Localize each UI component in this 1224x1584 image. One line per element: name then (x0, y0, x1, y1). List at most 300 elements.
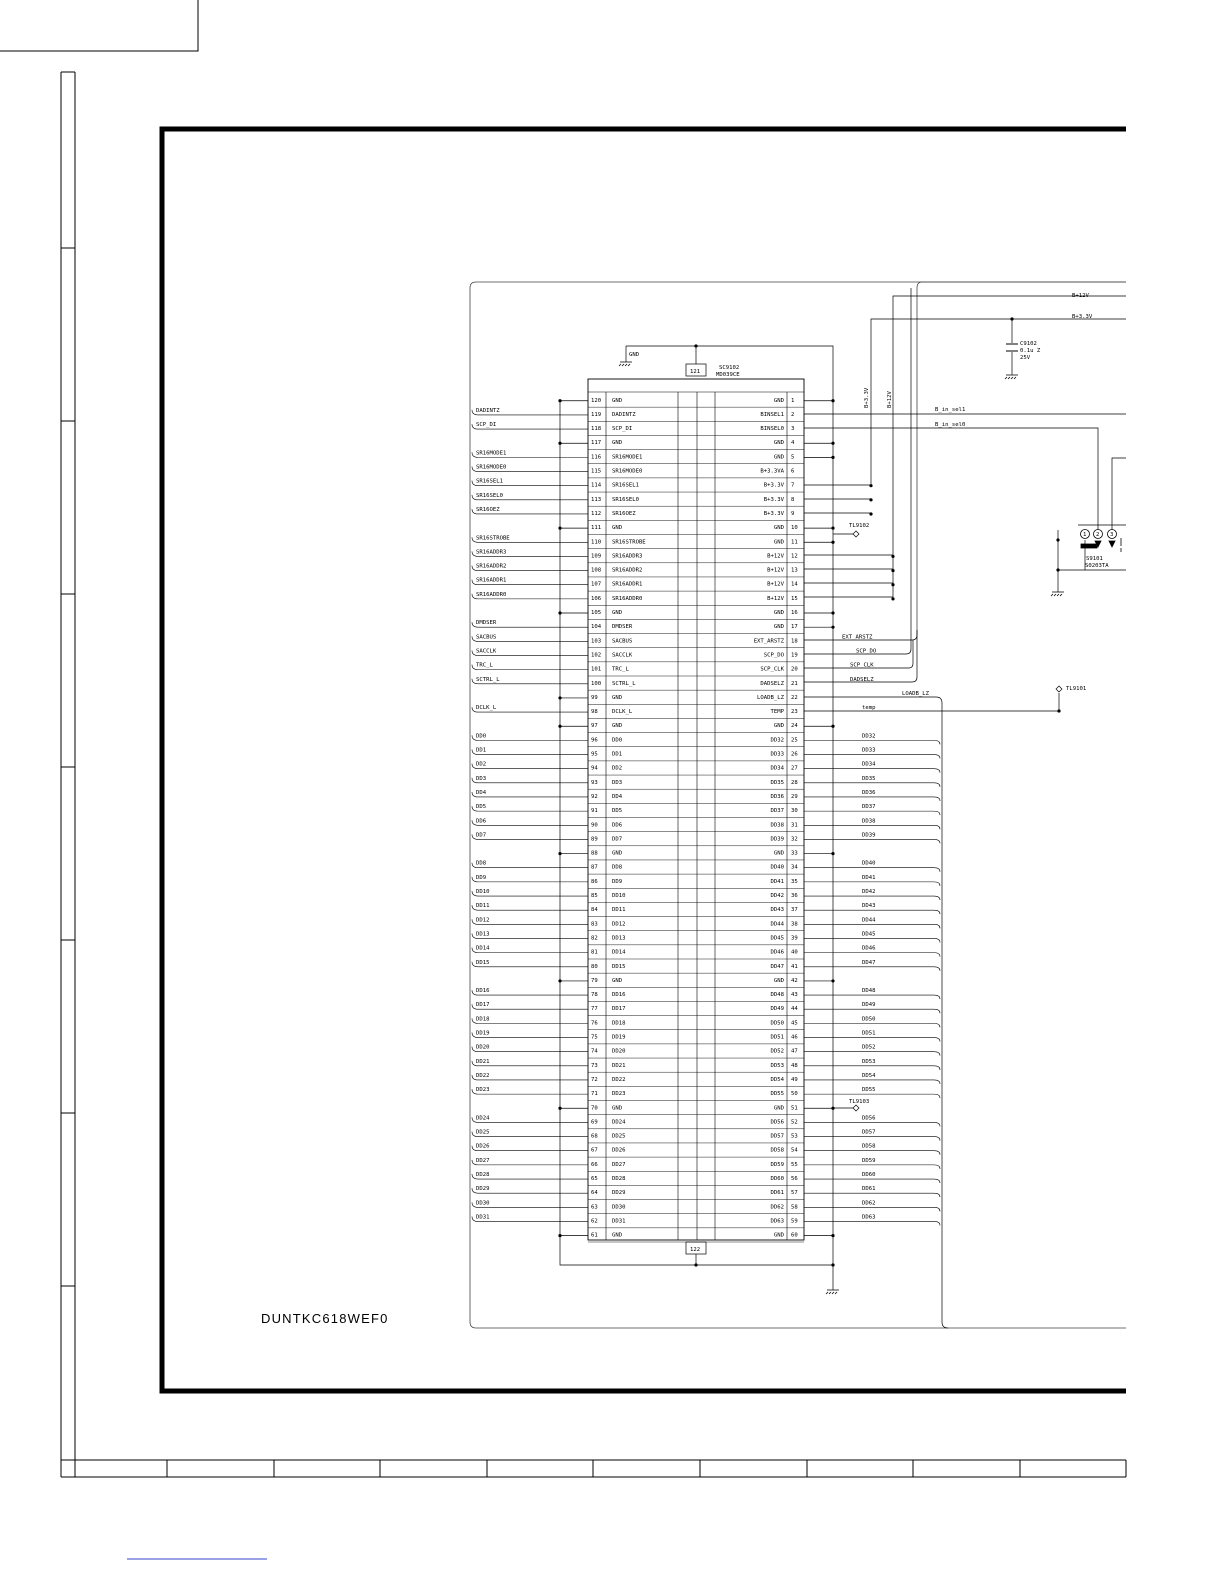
left-net-label: DD4 (476, 789, 487, 796)
pin-number-left: 70 (591, 1105, 598, 1112)
right-net-wire (804, 910, 940, 914)
pin-number-right: 56 (791, 1176, 798, 1183)
right-net-wire (804, 1221, 940, 1225)
pin-name-right: DD54 (770, 1076, 784, 1083)
pin-name-left: GND (612, 694, 623, 701)
pin-name-right: B+3.3V (763, 510, 784, 517)
right-net-wire (804, 882, 940, 886)
right-net-label: DD34 (862, 761, 876, 768)
pin-name-right: SCP_DO (763, 652, 784, 659)
junction-dot (831, 1263, 834, 1266)
pin-number-right: 1 (791, 397, 795, 404)
pin-number-left: 81 (591, 949, 598, 956)
right-net-wire (804, 953, 940, 957)
switch-ref: S9101 (1086, 556, 1103, 562)
pin-name-left: DD25 (612, 1133, 626, 1140)
pin-number-right: 3 (791, 426, 795, 433)
pin-number-right: 21 (791, 680, 798, 687)
right-net-label: DD50 (862, 1016, 876, 1023)
junction-dot (891, 569, 894, 572)
pin-name-left: DD16 (612, 992, 626, 999)
pin-number-left: 96 (591, 737, 598, 744)
pin-name-left: DD23 (612, 1091, 626, 1098)
pin-number-left: 65 (591, 1176, 598, 1183)
pin-name-right: DD57 (770, 1133, 784, 1140)
pin-number-left: 75 (591, 1034, 598, 1041)
pin-name-right: DD39 (770, 836, 784, 843)
test-point-tl9103: TL9103 (849, 1099, 870, 1105)
left-net-label: DD18 (476, 1016, 490, 1023)
left-net-label: DD24 (476, 1115, 490, 1122)
rail-b33v: B+3.3V (1072, 314, 1093, 320)
right-net-wire (804, 783, 940, 787)
junction-dot (831, 852, 834, 855)
pin-number-right: 23 (791, 709, 798, 716)
pin-name-right: GND (773, 850, 784, 857)
junction-dot (1057, 709, 1060, 712)
right-net-label: DD45 (862, 931, 876, 938)
left-net-wire (472, 860, 588, 868)
pin-number-left: 80 (591, 963, 598, 970)
pin-number-right: 33 (791, 850, 798, 857)
right-net-label: DD32 (862, 733, 876, 740)
pin-number-right: 43 (791, 992, 798, 999)
pin-name-right: DD48 (770, 992, 784, 999)
pin-name-left: GND (612, 850, 623, 857)
right-net-label: DD56 (862, 1115, 876, 1122)
junction-dot (558, 696, 561, 699)
test-point-tl9101: TL9101 (1066, 686, 1087, 692)
pin-number-left: 94 (591, 765, 598, 772)
pin-number-right: 19 (791, 652, 798, 659)
pin-number-left: 68 (591, 1133, 598, 1140)
left-net-label: DD15 (476, 959, 490, 966)
pin-number-right: 2 (791, 411, 795, 418)
right-net-wire (804, 1080, 940, 1084)
pin-number-left: 87 (591, 864, 598, 871)
left-net-label: DD7 (476, 832, 487, 839)
pin-number-right: 27 (791, 765, 798, 772)
left-net-label: DD19 (476, 1030, 490, 1037)
capacitor-ref: C9102 (1020, 341, 1037, 347)
left-net-label: DD14 (476, 945, 490, 952)
pin-number-right: 5 (791, 454, 795, 461)
pin-number-left: 107 (591, 581, 602, 588)
pin-number-left: 71 (591, 1091, 598, 1098)
right-net-label: DD42 (862, 889, 876, 896)
left-net-label: DADINTZ (476, 407, 500, 414)
pin-name-left: SCP_DI (612, 426, 633, 433)
pin-name-right: DD45 (770, 935, 784, 942)
pin-name-left: DD27 (612, 1161, 626, 1168)
pin-name-right: GND (773, 1232, 784, 1239)
pin-number-left: 101 (591, 666, 602, 673)
right-net-label: DD36 (862, 789, 876, 796)
left-net-label: DCLK_L (476, 705, 497, 712)
right-net-wire (804, 896, 940, 900)
pin-number-left: 92 (591, 793, 598, 800)
pin-number-right: 57 (791, 1190, 798, 1197)
right-net-label: DD63 (862, 1214, 876, 1221)
pin-name-right: DD38 (770, 822, 784, 829)
pin-number-right: 15 (791, 595, 798, 602)
pin-number-left: 103 (591, 638, 602, 645)
pin-number-left: 97 (591, 723, 598, 730)
right-net-label: DD52 (862, 1044, 876, 1051)
pin-name-left: DD30 (612, 1204, 626, 1211)
pin-name-right: EXT_ARSTZ (753, 638, 784, 645)
junction-dot (694, 1263, 697, 1266)
left-net-label: DD29 (476, 1186, 490, 1193)
pin-number-left: 79 (591, 977, 598, 984)
pin-name-left: DD29 (612, 1190, 626, 1197)
left-net-label: DD17 (476, 1002, 490, 1009)
left-net-label: DD30 (476, 1200, 490, 1207)
pin-name-right: GND (773, 723, 784, 730)
right-net-label: DD37 (862, 804, 876, 811)
pin-name-left: DD21 (612, 1062, 626, 1069)
rail-vertical-b12v: B+12V (887, 391, 893, 408)
pin-name-left: GND (612, 610, 623, 617)
pin-name-right: DD41 (770, 878, 784, 885)
junction-dot (869, 484, 872, 487)
pin-name-right: DD60 (770, 1176, 784, 1183)
junction-dot (891, 583, 894, 586)
pin-number-right: 54 (791, 1147, 798, 1154)
pin-name-right: DD61 (770, 1190, 784, 1197)
switch-pin-2: 2 (1096, 532, 1100, 538)
capacitor-voltage: 25V (1020, 355, 1031, 361)
right-net-wire (804, 1122, 940, 1126)
pin-number-right: 14 (791, 581, 798, 588)
pin-number-left: 89 (591, 836, 598, 843)
pin-number-right: 50 (791, 1091, 798, 1098)
pin-name-right: DD51 (770, 1034, 784, 1041)
left-net-wire (472, 834, 588, 839)
pin-name-left: DD22 (612, 1076, 626, 1083)
pin-name-left: DD17 (612, 1006, 626, 1013)
pin-name-right: DD52 (770, 1048, 784, 1055)
pin-number-left: 67 (591, 1147, 598, 1154)
pin-name-right: DD58 (770, 1147, 784, 1154)
pin-number-right: 26 (791, 751, 798, 758)
junction-dot (558, 852, 561, 855)
left-net-label: DD2 (476, 761, 487, 768)
pin-name-left: DD19 (612, 1034, 626, 1041)
pin-name-left: DD24 (612, 1119, 626, 1126)
junction-dot (891, 555, 894, 558)
right-net-wire (804, 811, 940, 815)
right-net-wire (804, 1052, 940, 1056)
pin-number-right: 28 (791, 779, 798, 786)
pin-number-right: 20 (791, 666, 798, 673)
left-net-label: DD22 (476, 1072, 490, 1079)
right-net-wire (804, 797, 940, 801)
pin-number-left: 111 (591, 525, 602, 532)
pin-name-right: DD37 (770, 808, 784, 815)
junction-dot (558, 442, 561, 445)
left-net-label: SR16ADDR3 (476, 549, 507, 556)
pin-number-left: 104 (591, 624, 602, 631)
junction-dot (558, 1107, 561, 1110)
pin-number-right: 40 (791, 949, 798, 956)
pin-name-right: DD53 (770, 1062, 784, 1069)
right-net-wire (804, 1023, 940, 1027)
pin-number-left: 62 (591, 1218, 598, 1225)
pin-name-right: GND (773, 397, 784, 404)
junction-dot (831, 527, 834, 530)
junction-dot (831, 725, 834, 728)
left-net-label: SR16STROBE (476, 535, 510, 542)
pin-number-left: 108 (591, 567, 602, 574)
left-net-label: DD12 (476, 917, 490, 924)
left-net-label: SCP_DI (476, 422, 497, 429)
pin-name-left: DD18 (612, 1020, 626, 1027)
left-net-wire (472, 874, 588, 882)
pin-name-left: DD3 (612, 779, 623, 786)
left-net-label: SACBUS (476, 634, 497, 641)
right-net-wire (804, 868, 940, 872)
pin-name-left: DD11 (612, 907, 626, 914)
pin-name-right: DD59 (770, 1161, 784, 1168)
pin-name-left: DD0 (612, 737, 623, 744)
rail-vertical-b33v: B+3.3V (864, 387, 870, 408)
pin-number-left: 110 (591, 539, 602, 546)
pin-number-left: 85 (591, 893, 598, 900)
pin-number-right: 31 (791, 822, 798, 829)
pin-name-left: DD20 (612, 1048, 626, 1055)
right-net-wire (804, 1066, 940, 1070)
connector-part: MD039CE (716, 372, 740, 378)
pin-name-right: LOADB_LZ (757, 694, 784, 701)
pin-number-right: 7 (791, 482, 795, 489)
right-net-wire (804, 1165, 940, 1169)
pin-number-right: 60 (791, 1232, 798, 1239)
pin-name-left: DADINTZ (612, 411, 636, 418)
pin-number-right: 41 (791, 963, 798, 970)
pin-name-right: DD47 (770, 963, 784, 970)
left-net-label: SACCLK (476, 648, 497, 655)
left-net-label: DD31 (476, 1214, 490, 1221)
pin-number-left: 86 (591, 878, 598, 885)
pin-name-right: DD35 (770, 779, 784, 786)
junction-dot (558, 399, 561, 402)
right-net-label: DD54 (862, 1072, 876, 1079)
left-net-label: DD10 (476, 889, 490, 896)
pin-number-left: 119 (591, 411, 602, 418)
left-net-wire (472, 789, 588, 797)
pin-number-left: 95 (591, 751, 598, 758)
left-net-label: DD13 (476, 931, 490, 938)
right-net-wire (804, 740, 940, 744)
junction-dot (831, 399, 834, 402)
right-net-label: DD48 (862, 988, 876, 995)
pin-name-right: B+3.3V (763, 482, 784, 489)
right-net-label: EXT_ARSTZ (842, 634, 873, 641)
rail-b12v: B+12V (1072, 293, 1089, 299)
pin-name-left: SR16ADDR2 (612, 567, 643, 574)
pin-name-right: DD34 (770, 765, 784, 772)
left-net-label: DD23 (476, 1087, 490, 1094)
pin-number-left: 76 (591, 1020, 598, 1027)
pin-name-right: GND (773, 539, 784, 546)
right-net-label: DD57 (862, 1129, 876, 1136)
pin-name-left: SR16ADDR0 (612, 595, 643, 602)
pin-number-left: 113 (591, 496, 602, 503)
pin-number-right: 4 (791, 440, 795, 447)
pin-name-right: DD36 (770, 793, 784, 800)
left-net-label: DD25 (476, 1129, 490, 1136)
pin-number-right: 16 (791, 610, 798, 617)
right-net-label: SCP_CLK (850, 662, 874, 669)
junction-dot (831, 611, 834, 614)
pin-number-left: 114 (591, 482, 602, 489)
junction-dot (558, 527, 561, 530)
pin-name-left: DD14 (612, 949, 626, 956)
right-net-wire (804, 938, 940, 942)
left-net-label: DD26 (476, 1143, 490, 1150)
pin-name-right: B+12V (767, 581, 784, 588)
left-net-label: DD27 (476, 1157, 490, 1164)
pin-name-left: DD13 (612, 935, 626, 942)
right-net-label: DD44 (862, 917, 876, 924)
pin-number-right: 24 (791, 723, 798, 730)
pin-number-right: 49 (791, 1076, 798, 1083)
switch-s9101 (1078, 525, 1126, 552)
right-net-label: DD58 (862, 1143, 876, 1150)
left-net-label: DD21 (476, 1058, 490, 1065)
pin-name-left: DD9 (612, 878, 623, 885)
junction-dot (891, 597, 894, 600)
right-net-label: temp (862, 705, 876, 712)
left-net-label: SR16MODE1 (476, 450, 507, 457)
pin-name-right: GND (773, 610, 784, 617)
pin-number-right: 25 (791, 737, 798, 744)
pin-number-right: 52 (791, 1119, 798, 1126)
pin-name-left: DD2 (612, 765, 623, 772)
left-net-wire (472, 806, 588, 811)
pin-number-right: 29 (791, 793, 798, 800)
pin-number-left: 116 (591, 454, 602, 461)
pin-number-right: 55 (791, 1161, 798, 1168)
pin-name-left: DD26 (612, 1147, 626, 1154)
pin-number-left: 73 (591, 1062, 598, 1069)
right-net-wire (804, 995, 940, 999)
pin-name-left: DD10 (612, 893, 626, 900)
right-net-label: DD39 (862, 832, 876, 839)
pin-number-right: 10 (791, 525, 798, 532)
pin-number-left: 78 (591, 992, 598, 999)
right-net-wire (804, 1094, 940, 1098)
right-net-wire (804, 1009, 940, 1013)
junction-dot (694, 344, 697, 347)
right-net-label: DD47 (862, 959, 876, 966)
pin-name-right: DD62 (770, 1204, 784, 1211)
pin-name-right: DD50 (770, 1020, 784, 1027)
pin-number-left: 118 (591, 426, 602, 433)
pin-number-left: 112 (591, 510, 602, 517)
pin-name-left: SR16SEL0 (612, 496, 639, 503)
right-net-label: DD59 (862, 1157, 876, 1164)
pin-name-left: SR16MODE0 (612, 468, 643, 475)
right-net-label: DD62 (862, 1200, 876, 1207)
right-net-wire (804, 839, 940, 843)
connector-sc9102 (588, 364, 804, 1254)
junction-dot (558, 611, 561, 614)
right-net-wire (804, 755, 940, 759)
test-point-markers (853, 531, 1062, 1111)
left-net-label: SR16SEL0 (476, 492, 503, 499)
pin-number-right: 12 (791, 553, 798, 560)
pin-number-right: 35 (791, 878, 798, 885)
pin-name-left: SR16ADDR1 (612, 581, 643, 588)
pin-number-right: 13 (791, 567, 798, 574)
left-net-label: SR16ADDR0 (476, 591, 507, 598)
pin-name-left: DD1 (612, 751, 623, 758)
right-net-wire (804, 1193, 940, 1197)
pin-number-left: 109 (591, 553, 602, 560)
pin-name-right: DD49 (770, 1006, 784, 1013)
pin-name-right: B+12V (767, 567, 784, 574)
right-net-label: DD43 (862, 903, 876, 910)
pin-number-left: 66 (591, 1161, 598, 1168)
junction-dot (558, 979, 561, 982)
switch-pin-3: 3 (1110, 532, 1114, 538)
pin-number-right: 44 (791, 1006, 798, 1013)
left-net-label: DD5 (476, 804, 487, 811)
junction-dot (1056, 538, 1059, 541)
junction-dot (831, 1234, 834, 1237)
right-net-label: LOADB_LZ (902, 690, 929, 697)
right-net-label: DADSELZ (850, 676, 874, 683)
pin-number-right: 45 (791, 1020, 798, 1027)
pin-name-left: GND (612, 440, 623, 447)
pin-number-right: 39 (791, 935, 798, 942)
pin-number-right: 42 (791, 977, 798, 984)
pin-name-right: TEMP (770, 709, 784, 716)
pin-name-left: SR16OEZ (612, 510, 636, 517)
pin-name-left: DD5 (612, 808, 623, 815)
left-net-label: SR16ADDR1 (476, 577, 507, 584)
pin-name-left: GND (612, 723, 623, 730)
pin-name-right: B+3.3VA (760, 468, 784, 475)
left-net-wire (472, 747, 588, 755)
pin-name-right: GND (773, 525, 784, 532)
left-net-label: SR16OEZ (476, 506, 500, 513)
junction-dot (831, 626, 834, 629)
junction-dot (831, 442, 834, 445)
pin-name-right: GND (773, 977, 784, 984)
pin-number-left: 88 (591, 850, 598, 857)
pin-name-left: SACBUS (612, 638, 633, 645)
right-net-wire (804, 825, 940, 829)
net-b-in-sel0: B_in_sel0 (935, 422, 966, 428)
pin-number-right: 37 (791, 907, 798, 914)
pin-name-left: DD4 (612, 793, 623, 800)
pin-number-right: 18 (791, 638, 798, 645)
right-net-label: DD40 (862, 860, 876, 867)
pin-name-right: B+12V (767, 553, 784, 560)
right-net-wire (804, 1207, 940, 1211)
pin-number-left: 74 (591, 1048, 598, 1055)
pin-121-label: 121 (690, 369, 701, 375)
pin-number-right: 17 (791, 624, 798, 631)
pin-number-right: 36 (791, 893, 798, 900)
junction-dot (831, 456, 834, 459)
left-net-label: DD9 (476, 874, 487, 881)
pin-number-left: 120 (591, 397, 602, 404)
test-point-tl9102: TL9102 (849, 523, 870, 529)
